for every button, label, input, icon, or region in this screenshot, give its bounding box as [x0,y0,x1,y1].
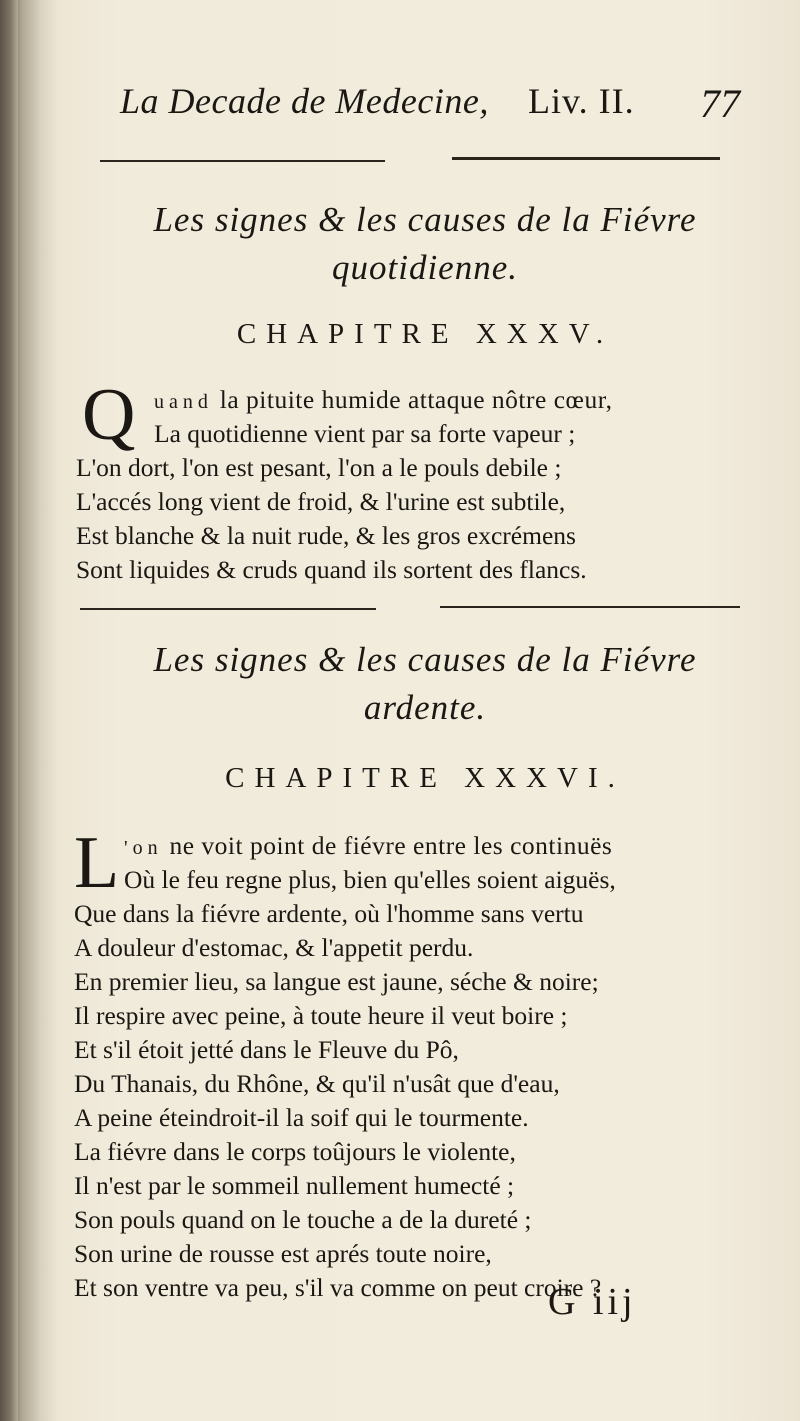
poem-ardente [74,829,774,1305]
poem-line [74,829,774,863]
poem-line: A douleur d'estomac, & l'appetit perdu. [74,933,474,962]
section-title-quotidienne [80,196,770,292]
section-divider-left [80,608,376,610]
chapter-label: CHAPITRE XXXV. [236,318,614,350]
drop-cap: Q [82,374,136,456]
poem-line: En premier lieu, sa langue est jaune, séche & noire; [74,967,599,996]
poem-line: A peine éteindroit-il la soif qui le tourmente. [74,1103,529,1132]
poem-line: Est blanche & la nuit rude, & les gros excrémens [76,521,576,550]
header-rule-right [452,157,720,160]
poem-line: Son urine de rousse est aprés toute noire, [74,1239,492,1268]
poem-line: Son pouls quand on le touche a de la dureté ; [74,1205,532,1234]
running-title: La Decade de Medecine, [120,81,489,121]
header-rule-left [100,160,385,162]
poem-line: La fiévre dans le corps toûjours le violente, [74,1137,516,1166]
poem-line: Et son ventre va peu, s'il va comme on peut croire ? [74,1273,602,1302]
poem-line: Que dans la fiévre ardente, où l'homme sans vertu [74,899,584,928]
drop-cap: L [74,822,120,904]
poem-line: Sont liquides & cruds quand ils sortent des flancs. [76,555,587,584]
section-title-line: Les signes & les causes de la Fiévre [153,640,697,679]
poem-line: L'accés long vient de froid, & l'urine est subtile, [76,487,566,516]
poem-line: Il respire avec peine, à toute heure il veut boire ; [74,1001,568,1030]
section-title-ardente [80,636,770,732]
poem-quotidienne [76,383,776,587]
poem-line: La quotidienne vient par sa forte vapeur ; [154,419,576,448]
page-number: 77 [700,81,740,126]
poem-line: Où le feu regne plus, bien qu'elles soient aiguës, [124,865,616,894]
small-caps-word: 'on [124,837,163,859]
section-divider-right [440,606,740,608]
section-title-line: ardente. [363,688,487,727]
poem-line: Et s'il étoit jetté dans le Fleuve du Pô, [74,1035,459,1064]
book-number: Liv. II. [528,81,635,121]
poem-line-text: ne voit point de fiévre entre les continuës [162,831,613,860]
running-header [120,80,760,130]
small-caps-word: uand [154,391,213,413]
poem-line [76,383,776,417]
section-title-line: Les signes & les causes de la Fiévre [153,200,697,239]
poem-line: Il n'est par le sommeil nullement humecté ; [74,1171,515,1200]
poem-line: Du Thanais, du Rhône, & qu'il n'usât que d'eau, [74,1069,560,1098]
gutter-shadow [18,0,58,1421]
signature-mark: G iij [548,1281,637,1323]
poem-line-text: la pituite humide attaque nôtre cœur, [212,385,613,414]
poem-line: L'on dort, l'on est pesant, l'on a le pouls debile ; [76,453,562,482]
chapter-label: CHAPITRE XXXVI. [225,762,625,794]
section-title-line: quotidienne. [332,248,518,287]
